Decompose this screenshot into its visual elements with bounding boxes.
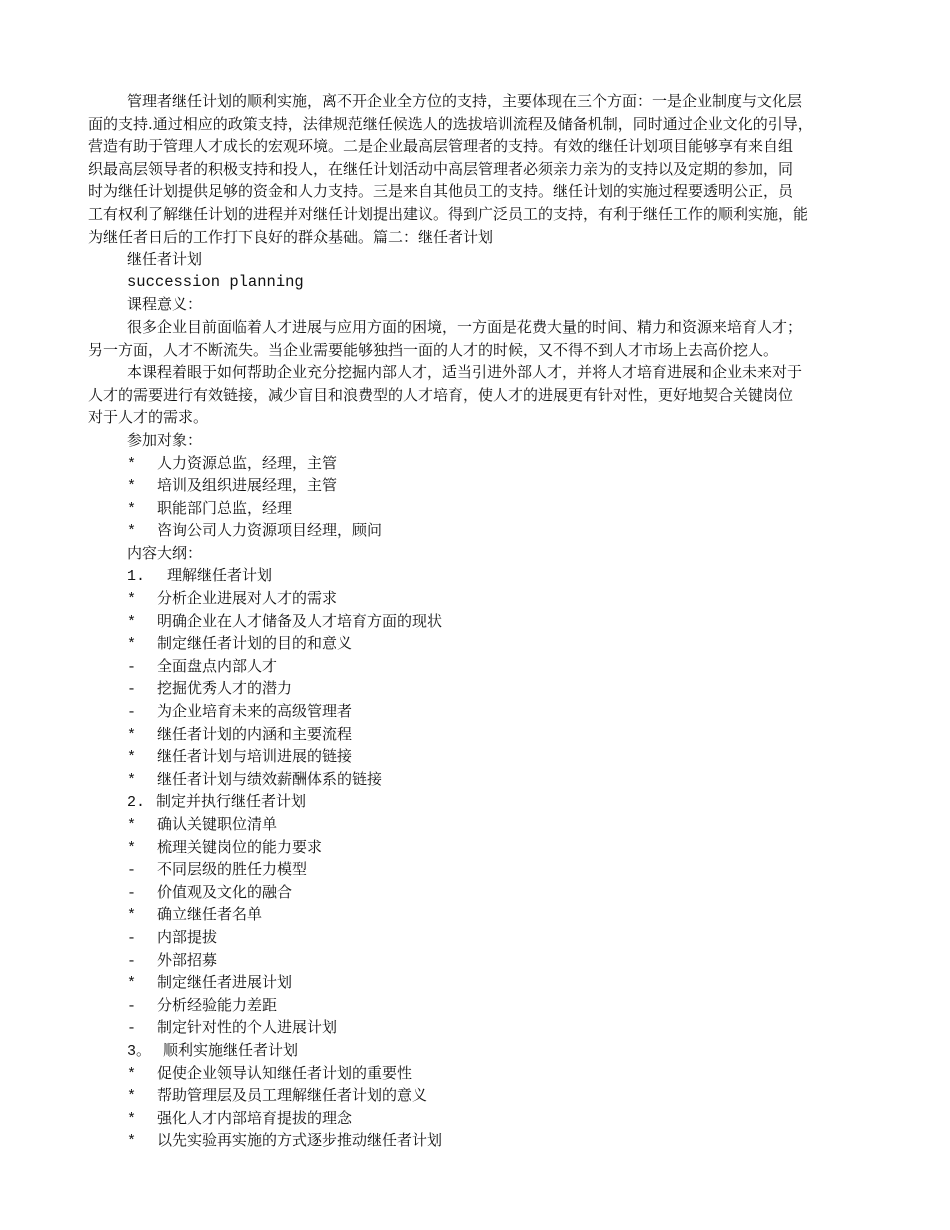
outline-item (88, 700, 868, 723)
list-item-text: 明确企业在人才储备及人才培育方面的现状 (157, 611, 443, 630)
list-item-text: 制定并执行继任者计划 (156, 792, 307, 811)
list-item-text: 确立继任者名单 (157, 905, 263, 924)
list-marker: - (127, 884, 137, 902)
list-marker: - (127, 681, 137, 699)
text-line: 人才的需要进行有效链接，减少盲目和浪费型的人才培育，使人才的进展更有针对性，更好地契合关键岗位 (88, 385, 794, 404)
list-marker: * (127, 1133, 137, 1151)
list-marker: - (127, 929, 137, 947)
outline-item (88, 610, 868, 633)
list-item-text: 人力资源总监，经理，主管 (157, 453, 338, 472)
list-marker: * (127, 726, 137, 744)
list-marker: - (127, 862, 137, 880)
outline-item (88, 1107, 868, 1130)
list-marker: * (127, 771, 137, 789)
list-item-text: 内部提拔 (157, 927, 218, 946)
list-item-text: 继任者计划的内涵和主要流程 (157, 724, 353, 743)
list-item-text: 分析经验能力差距 (157, 995, 278, 1014)
list-item-text: 确认关键职位清单 (157, 815, 278, 833)
list-marker: 1. (127, 568, 146, 586)
list-marker: * (127, 1088, 137, 1106)
list-item-text: 咨询公司人力资源项目经理，顾问 (157, 521, 383, 540)
outline-item (88, 632, 868, 655)
outline-item (88, 858, 868, 881)
list-item-text: 促使企业领导认知继任者计划的重要性 (157, 1063, 413, 1082)
list-item-text: 不同层级的胜任力模型 (157, 860, 308, 879)
list-marker: 2. (127, 794, 146, 812)
text-line: 对于人才的需求。 (88, 408, 209, 427)
list-item-text: 培训及组织进展经理，主管 (157, 476, 338, 495)
audience-heading: 参加对象： (127, 430, 203, 449)
list-marker: - (127, 658, 137, 676)
outline-item (88, 1084, 868, 1107)
outline-item (88, 926, 868, 949)
audience-item (88, 497, 868, 520)
list-item-text: 全面盘点内部人才 (157, 656, 278, 675)
text-line: 另一方面，人才不断流失。当企业需要能够独挡一面的人才的时候，又不得不到人才市场上去高价挖人。 (88, 340, 779, 359)
outline-item (88, 949, 868, 972)
list-item-text: 继任者计划与培训进展的链接 (157, 747, 353, 766)
list-item-text: 制定针对性的个人进展计划 (157, 1018, 338, 1037)
list-marker: * (127, 839, 137, 857)
title-chinese: 继任者计划 (127, 250, 203, 269)
text-line: 很多企业目前面临着人才进展与应用方面的困境，一方面是花费大量的时间、精力和资源来培育人才； (127, 317, 803, 336)
outline-item (88, 881, 868, 904)
text-line: 营造有助于管理人才成长的宏观环境。二是企业最高层管理者的支持。有效的继任计划项目能够享有来自组 (88, 137, 794, 156)
list-item-text: 制定继任者计划的目的和意义 (157, 634, 353, 653)
text-line: 本课程着眼于如何帮助企业充分挖掘内部人才，适当引进外部人才，并将人才培育进展和企业未来对于 (127, 363, 803, 382)
text-line: 工有权利了解继任计划的进程并对继任计划提出建议。得到广泛员工的支持，有利于继任工作的顺利实施，能 (88, 204, 809, 223)
list-marker: 3。 (127, 1042, 152, 1060)
list-marker: * (127, 817, 137, 834)
course-meaning-heading: 课程意义： (127, 295, 203, 314)
outline-item (88, 1039, 868, 1062)
text-line: 面的支持.通过相应的政策支持，法律规范继任候选人的选拔培训流程及储备机制，同时通过企业文化的引导， (88, 114, 813, 133)
audience-list (88, 452, 868, 542)
list-marker: * (127, 613, 137, 631)
list-marker: - (127, 704, 137, 722)
list-marker: * (127, 523, 137, 541)
list-marker: - (127, 1020, 137, 1038)
list-item-text: 为企业培育未来的高级管理者 (157, 702, 353, 721)
outline-item (88, 1062, 868, 1085)
list-marker: * (127, 455, 137, 473)
audience-item (88, 519, 868, 542)
list-marker: * (127, 636, 137, 654)
list-marker: - (127, 997, 137, 1015)
outline-item (88, 723, 868, 746)
text-line: 织最高层领导者的积极支持和投人，在继任计划活动中高层管理者必须亲力亲为的支持以及定期的参加，同 (88, 159, 794, 178)
outline-item (88, 587, 868, 610)
title-english: succession planning (127, 272, 304, 291)
list-marker: - (127, 952, 137, 970)
list-item-text: 以先实验再实施的方式逐步推动继任者计划 (157, 1131, 443, 1150)
outline-item (88, 971, 868, 994)
outline-item (88, 745, 868, 768)
intro-paragraph (88, 90, 868, 248)
list-item-text: 理解继任者计划 (167, 566, 273, 585)
list-item-text: 分析企业进展对人才的需求 (157, 589, 338, 608)
list-marker: * (127, 591, 137, 609)
outline-item (88, 677, 868, 700)
list-marker: * (127, 500, 137, 518)
document-page (88, 90, 868, 1152)
outline-item (88, 564, 868, 587)
list-item-text: 顺利实施继任者计划 (163, 1040, 299, 1059)
list-marker: * (127, 478, 137, 496)
list-item-text: 强化人才内部培育提拔的理念 (157, 1108, 353, 1127)
outline-item (88, 655, 868, 678)
list-item-text: 继任者计划与绩效薪酬体系的链接 (157, 769, 383, 788)
outline-item (88, 813, 868, 836)
outline-item (88, 1016, 868, 1039)
text-line: 为继任者日后的工作打下良好的群众基础。篇二：继任者计划 (88, 227, 494, 246)
text-line: 管理者继任计划的顺利实施，离不开企业全方位的支持，主要体现在三个方面：一是企业制度与文化层 (127, 92, 803, 110)
list-item-text: 外部招募 (157, 950, 218, 969)
list-item-text: 制定继任者进展计划 (157, 973, 293, 992)
audience-item (88, 452, 868, 475)
text-line: 时为继任计划提供足够的资金和人力支持。三是来自其他员工的支持。继任计划的实施过程要透明公正，员 (88, 182, 794, 201)
outline-item (88, 994, 868, 1017)
list-marker: * (127, 975, 137, 993)
list-item-text: 梳理关键岗位的能力要求 (157, 837, 323, 856)
audience-item (88, 474, 868, 497)
outline-item (88, 1129, 868, 1152)
list-marker: * (127, 907, 137, 925)
outline-item (88, 768, 868, 791)
outline-item (88, 836, 868, 859)
outline-item (88, 903, 868, 926)
outline-list (88, 564, 868, 1151)
list-item-text: 职能部门总监，经理 (157, 498, 293, 517)
list-marker: * (127, 1065, 137, 1083)
list-item-text: 挖掘优秀人才的潜力 (157, 679, 293, 698)
list-item-text: 价值观及文化的融合 (157, 882, 293, 901)
outline-heading: 内容大纲： (127, 543, 203, 562)
list-marker: * (127, 1110, 137, 1128)
meaning-paragraph-1 (88, 316, 868, 361)
meaning-paragraph-2 (88, 361, 868, 429)
list-item-text: 帮助管理层及员工理解继任者计划的意义 (157, 1086, 428, 1105)
list-marker: * (127, 749, 137, 767)
outline-item (88, 790, 868, 813)
